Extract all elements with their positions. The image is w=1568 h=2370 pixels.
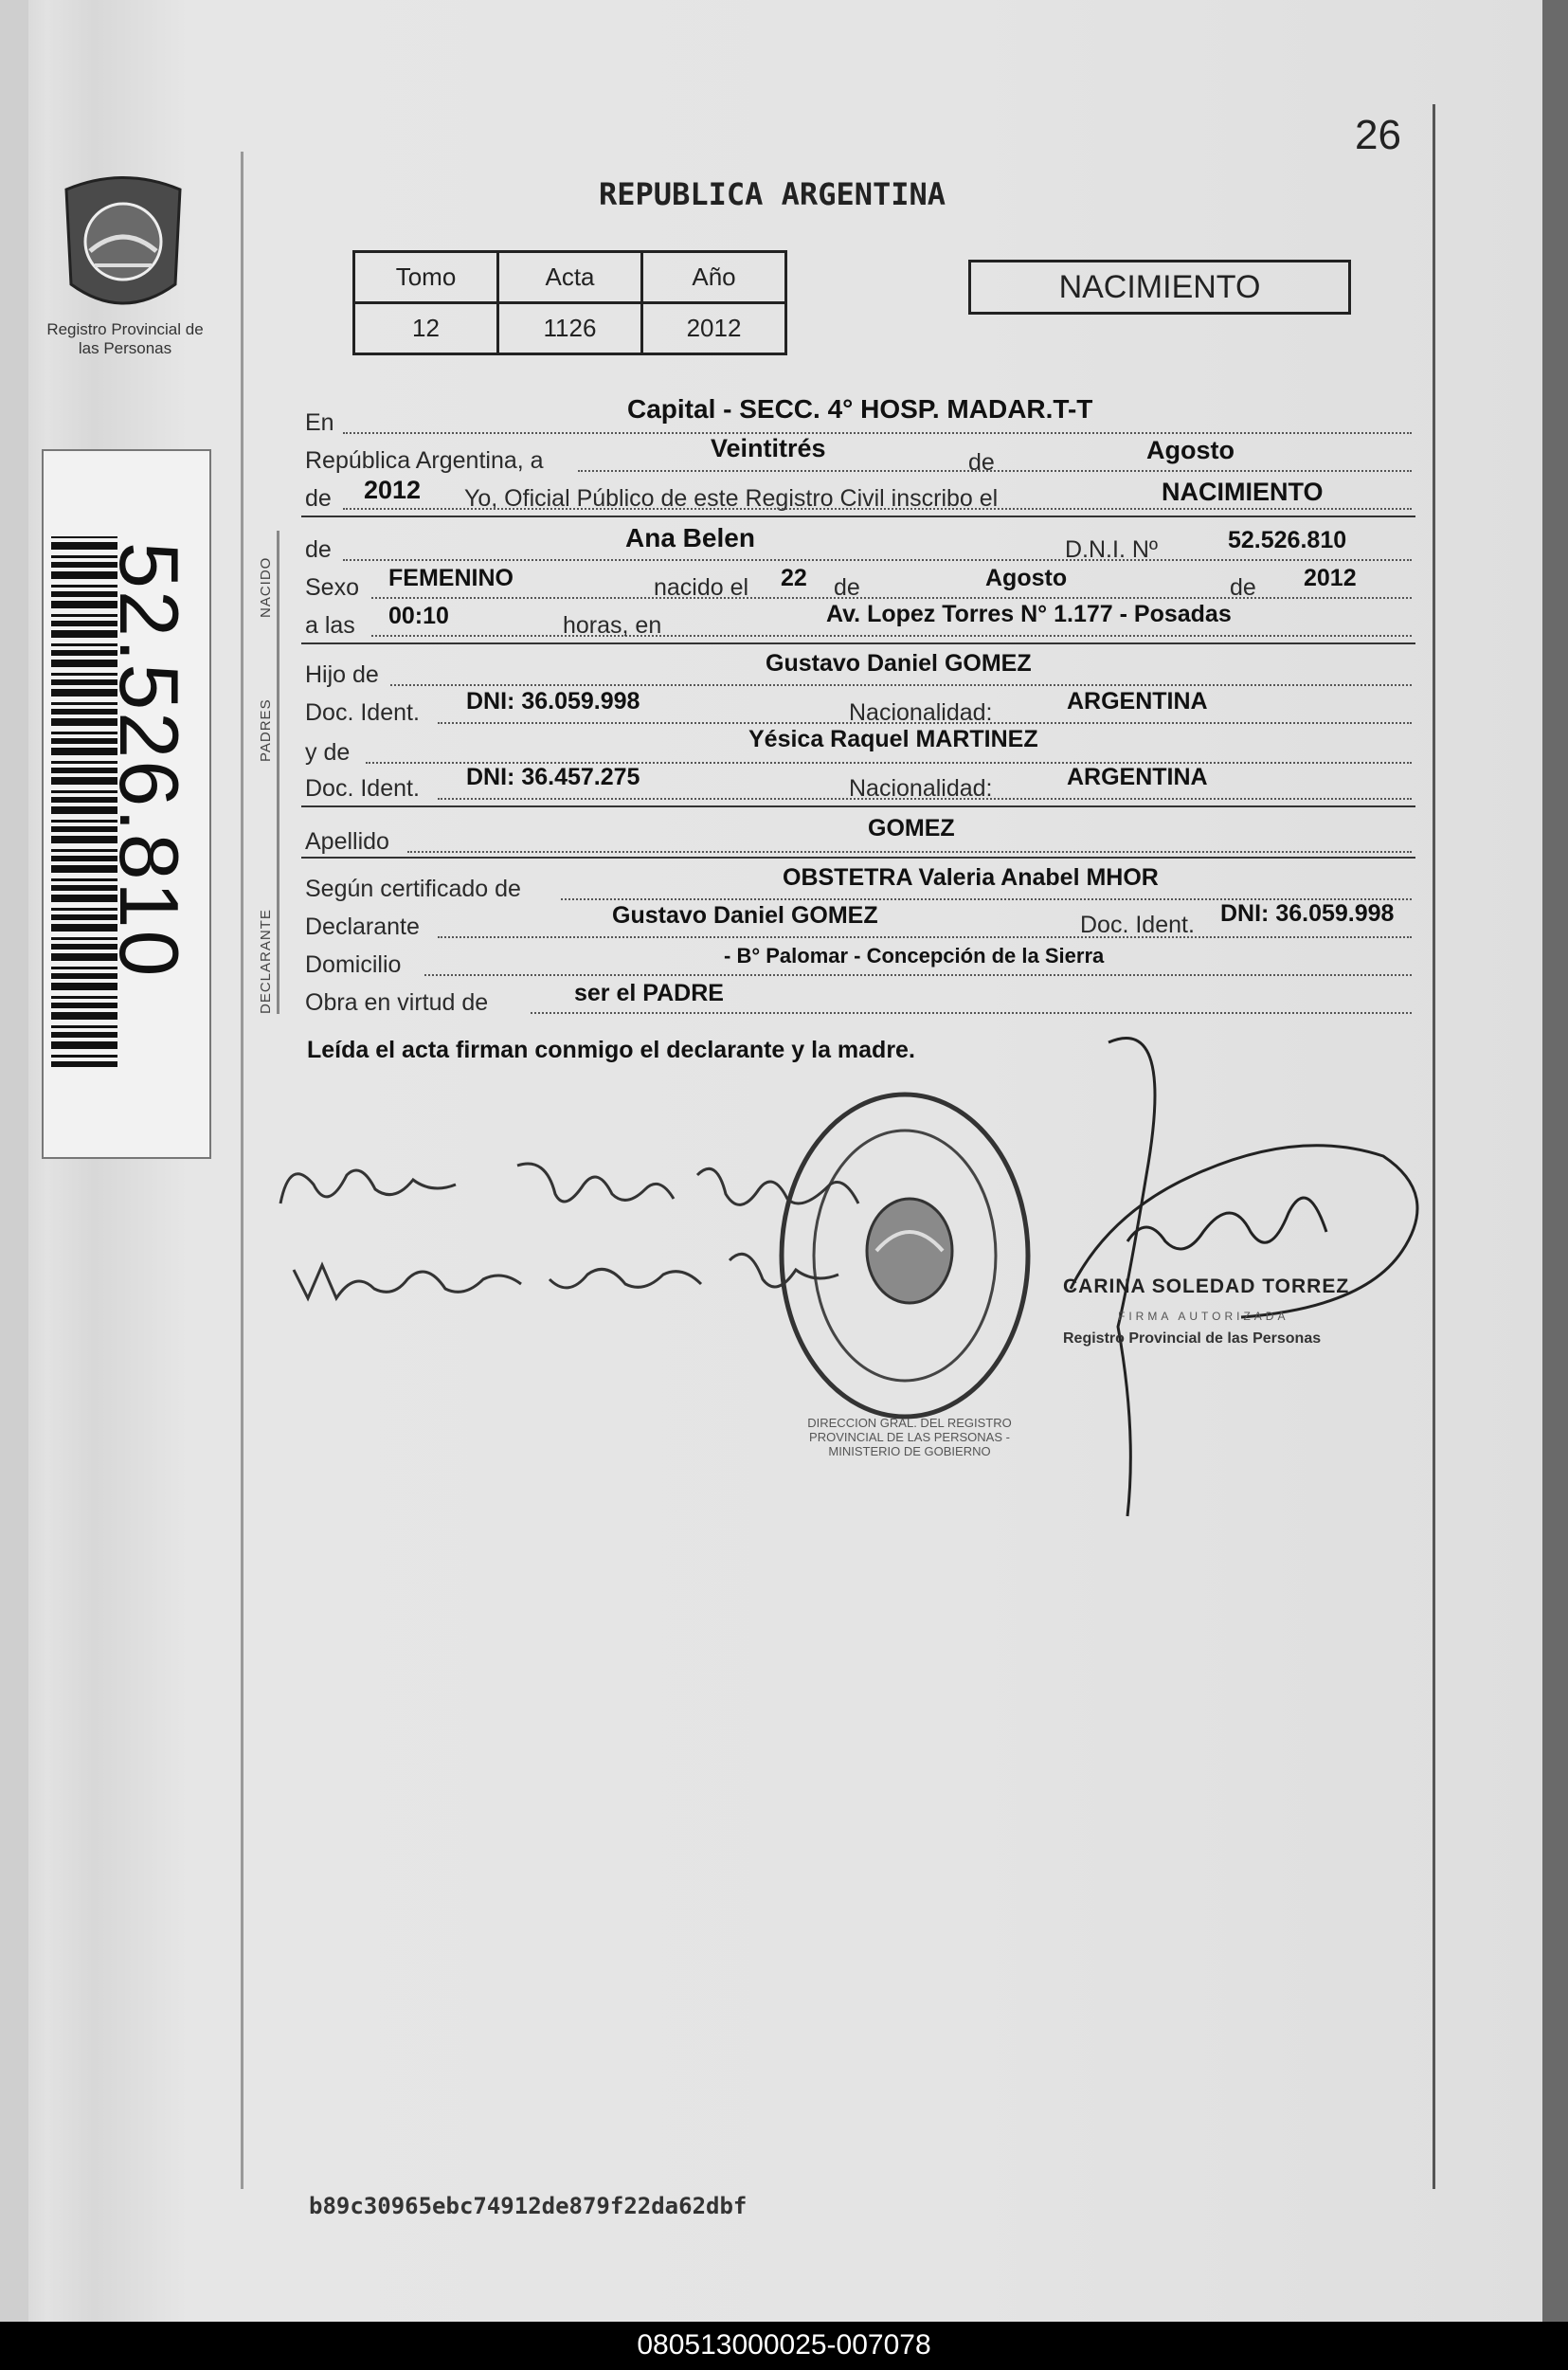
- left-margin-line: [241, 152, 243, 2189]
- de-label: de: [968, 449, 995, 476]
- birth-place-value: Av. Lopez Torres N° 1.177 - Posadas: [826, 601, 1232, 627]
- section-divider-line: [277, 531, 279, 1014]
- table-value-tomo: 12: [354, 303, 498, 354]
- birth-day-value: 22: [781, 565, 807, 591]
- inscribo-value: NACIMIENTO: [1162, 478, 1324, 506]
- dotted-line: [407, 851, 1412, 853]
- declarant-signature: [271, 1147, 877, 1232]
- horas-en-label: horas, en: [563, 612, 662, 639]
- closing-statement: Leída el acta firman conmigo el declarante y la madre.: [307, 1037, 915, 1063]
- dotted-line: [424, 974, 1412, 976]
- sexo-label: Sexo: [305, 574, 359, 601]
- table-value-acta: 1126: [498, 303, 642, 354]
- right-margin-line: [1433, 104, 1435, 2189]
- domicilio-label: Domicilio: [305, 951, 402, 978]
- mother-name-value: Yésica Raquel MARTINEZ: [748, 726, 1038, 752]
- dotted-line: [438, 936, 1412, 938]
- address-value: - B° Palomar - Concepción de la Sierra: [724, 944, 1105, 968]
- de2-label: de: [305, 485, 332, 512]
- declarante-section-label: DECLARANTE: [258, 909, 274, 1014]
- dni-label: D.N.I. Nº: [1065, 536, 1159, 563]
- declarante-label: Declarante: [305, 914, 420, 940]
- a-las-label: a las: [305, 612, 355, 639]
- dotted-line: [343, 508, 1412, 510]
- nacionalidad-label: Nacionalidad:: [849, 699, 993, 726]
- stamp-caption: DIRECCION GRAL. DEL REGISTRO PROVINCIAL DE LAS PERSONAS - MINISTERIO DE GOBIERNO: [807, 1416, 1012, 1458]
- father-nationality-value: ARGENTINA: [1067, 688, 1208, 715]
- registry-seal-logo: [52, 171, 194, 322]
- dni-value: 52.526.810: [1228, 527, 1347, 553]
- father-dni-value: DNI: 36.059.998: [466, 688, 640, 715]
- doc-ident-label: Doc. Ident.: [305, 699, 420, 726]
- declarant-name-value: Gustavo Daniel GOMEZ: [612, 902, 878, 929]
- certificate-value: OBSTETRA Valeria Anabel MHOR: [783, 864, 1159, 891]
- sexo-value: FEMENINO: [388, 565, 514, 591]
- barcode-sticker: [42, 449, 211, 1159]
- table-header-acta: Acta: [498, 252, 642, 303]
- de3-label: de: [834, 574, 860, 601]
- official-role: FIRMA AUTORIZADA: [1118, 1310, 1289, 1323]
- registry-table: [352, 250, 787, 355]
- year-value: 2012: [364, 476, 422, 504]
- month-value: Agosto: [1146, 436, 1235, 464]
- place-value: Capital - SECC. 4° HOSP. MADAR.T-T: [627, 394, 1093, 424]
- country-title: REPUBLICA ARGENTINA: [599, 176, 946, 212]
- section-rule: [301, 857, 1415, 859]
- dotted-line: [371, 635, 1412, 637]
- birth-year-value: 2012: [1304, 565, 1357, 591]
- en-label: En: [305, 409, 334, 436]
- official-name: CARINA SOLEDAD TORREZ: [1063, 1275, 1350, 1297]
- scan-id: 080513000025-007078: [637, 2329, 931, 2361]
- padres-section-label: PADRES: [258, 698, 274, 762]
- y-de-label: y de: [305, 739, 351, 766]
- official-registry: Registro Provincial de las Personas: [1063, 1330, 1322, 1347]
- apellido-label: Apellido: [305, 828, 389, 855]
- table-header-tomo: Tomo: [354, 252, 498, 303]
- name-value: Ana Belen: [625, 523, 755, 552]
- mother-dni-value: DNI: 36.457.275: [466, 764, 640, 790]
- page-number: 26: [1355, 112, 1401, 158]
- inscribo-label: Yo, Oficial Público de este Registro Civil inscribo el: [464, 485, 999, 512]
- day-value: Veintitrés: [711, 434, 826, 462]
- nacido-el-label: nacido el: [654, 574, 749, 601]
- obra-label: Obra en virtud de: [305, 989, 489, 1016]
- table-header-anio: Año: [642, 252, 786, 303]
- mother-signature: [284, 1232, 872, 1317]
- de-nombre-label: de: [305, 536, 332, 563]
- birth-month-value: Agosto: [985, 565, 1068, 591]
- doc-type-box: [968, 260, 1351, 315]
- page-left-edge: [0, 0, 28, 2322]
- dotted-line: [343, 559, 1412, 561]
- table-value-anio: 2012: [642, 303, 786, 354]
- section-rule: [301, 805, 1415, 807]
- declarant-dni-value: DNI: 36.059.998: [1220, 900, 1395, 927]
- section-rule: [301, 516, 1415, 517]
- doc-ident2-label: Doc. Ident.: [305, 775, 420, 802]
- page-right-edge: [1542, 0, 1568, 2322]
- nacido-section-label: NACIDO: [258, 556, 274, 618]
- father-name-value: Gustavo Daniel GOMEZ: [766, 650, 1032, 677]
- hijo-de-label: Hijo de: [305, 661, 379, 688]
- document-hash: b89c30965ebc74912de879f22da62dbf: [309, 2193, 748, 2219]
- doc-type-label: NACIMIENTO: [1058, 269, 1261, 305]
- mother-nationality-value: ARGENTINA: [1067, 764, 1208, 790]
- barcode-number: 52.526.810: [102, 542, 196, 979]
- section-rule: [301, 642, 1415, 644]
- registry-logo-caption: Registro Provincial de las Personas: [46, 320, 204, 357]
- republica-label: República Argentina, a: [305, 447, 544, 474]
- obra-value: ser el PADRE: [574, 980, 724, 1006]
- dotted-line: [578, 470, 1412, 472]
- certificado-label: Según certificado de: [305, 876, 521, 902]
- de4-label: de: [1230, 574, 1256, 601]
- surname-value: GOMEZ: [868, 815, 955, 841]
- nacionalidad2-label: Nacionalidad:: [849, 775, 993, 802]
- hour-value: 00:10: [388, 603, 449, 629]
- dotted-line: [343, 432, 1412, 434]
- doc-ident3-label: Doc. Ident.: [1080, 912, 1195, 938]
- dotted-line: [390, 684, 1412, 686]
- official-signature: [1052, 1004, 1431, 1535]
